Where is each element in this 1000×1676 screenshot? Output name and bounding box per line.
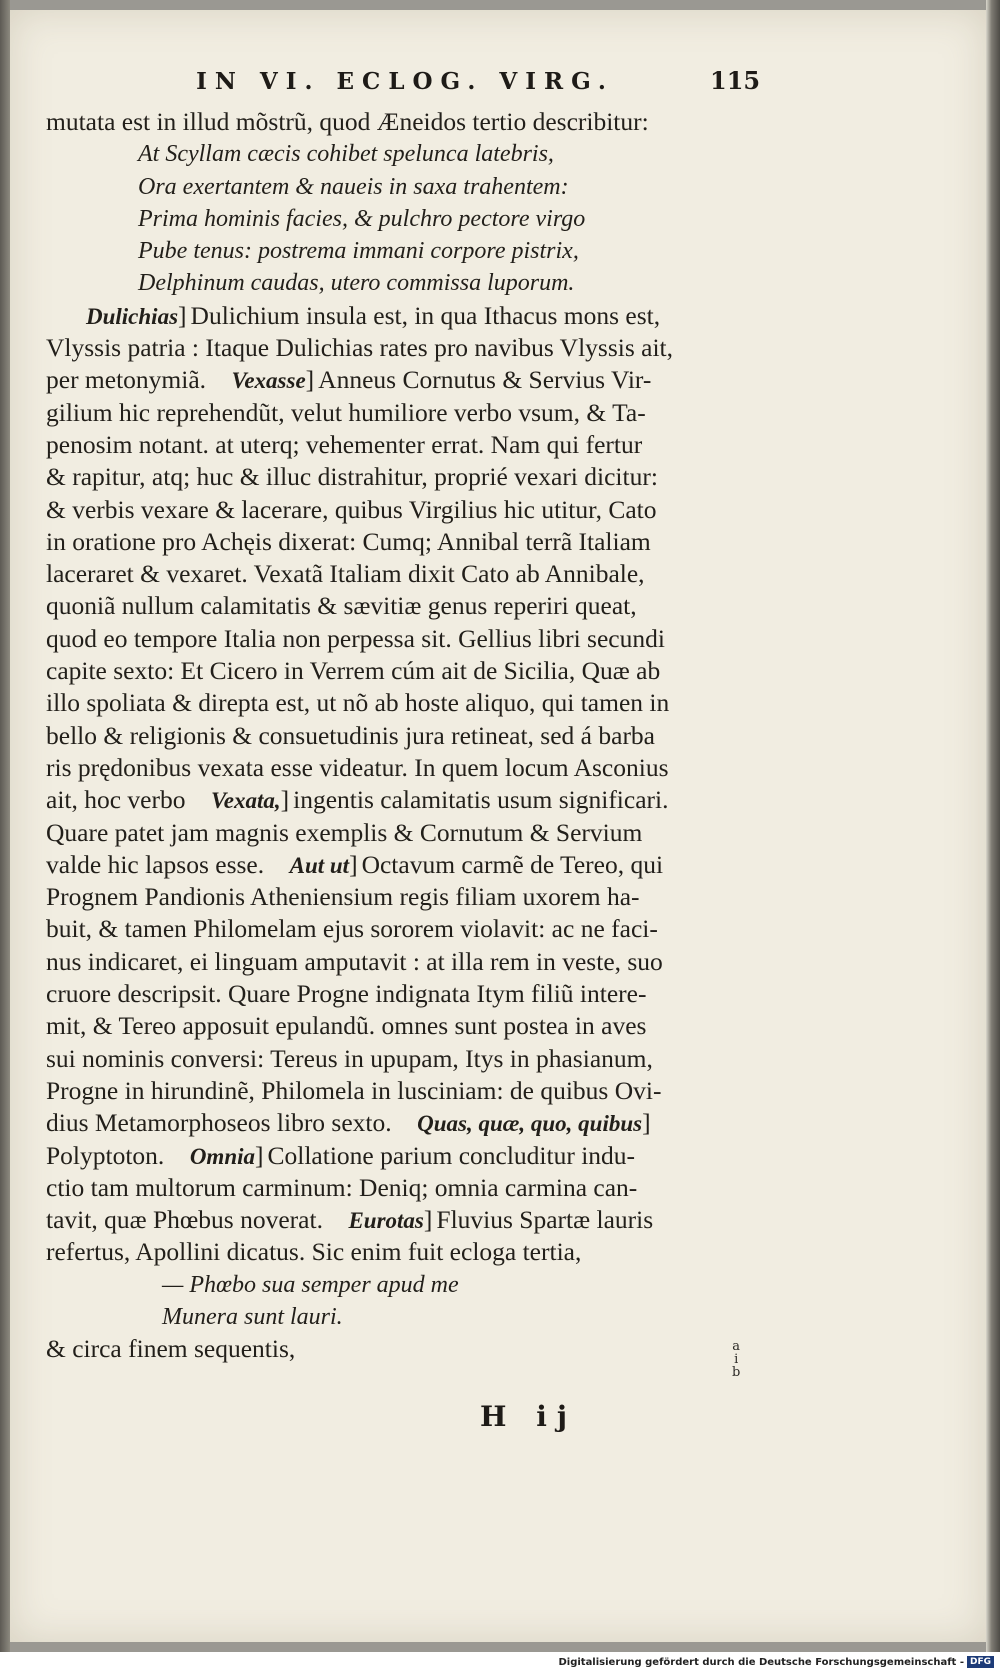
commentary-text: bello & religionis & consuetudinis jura retineat, sed á barba [46, 720, 655, 750]
dfg-logo: DFG [967, 1656, 994, 1668]
commentary-text: per metonymiã. [46, 365, 207, 395]
commentary-text: sui nominis conversi: Tereus in upupam, Itys in phasianum, [46, 1043, 653, 1073]
lemma: Quas, quæ, quo, quibus [417, 1111, 643, 1137]
marginal-note-line: b [732, 1365, 741, 1380]
text-line [46, 1204, 762, 1236]
lemma: Vexata, [211, 788, 281, 814]
commentary-text: valde hic lapsos esse. [46, 849, 265, 879]
commentary-text: & circa finem sequentis, [46, 1334, 296, 1364]
text-line [46, 267, 762, 299]
text-block [46, 106, 762, 1366]
lemma: Dulichias [86, 303, 179, 329]
marginal-note [732, 1340, 740, 1379]
commentary-text: refertus, Apollini dicatus. Sic enim fuit ecloga tertia, [46, 1237, 582, 1267]
verse-text: Delphinum caudas, utero commissa luporum. [138, 270, 575, 297]
verse-text: At Scyllam cæcis cohibet spelunca latebris, [138, 141, 554, 168]
commentary-text: ingentis calamitatis usum significari. [293, 785, 669, 815]
commentary-text: nus indicaret, ei linguam amputavit : at illa rem in veste, suo [46, 946, 663, 976]
text-line [46, 946, 762, 978]
lemma-bracket: ] [255, 1140, 264, 1170]
commentary-text: Progne in hirundinẽ, Philomela in lusciniam: de quibus Ovi- [46, 1075, 662, 1105]
text-line [46, 397, 762, 429]
text-line [46, 784, 762, 816]
marginal-note-line: i [734, 1352, 739, 1367]
text-line [46, 1107, 762, 1139]
text-line [46, 494, 762, 526]
text-line [46, 623, 762, 655]
commentary-text: buit, & tamen Philomelam ejus sororem violavit: ac ne faci- [46, 914, 658, 944]
text-line [46, 364, 762, 396]
lemma: Omnia [189, 1143, 255, 1169]
text-line [46, 1333, 762, 1365]
quote-text: Munera sunt lauri. [162, 1303, 343, 1330]
lemma-bracket: ] [423, 1205, 433, 1235]
text-line [46, 300, 762, 332]
signature-mark: H ij [480, 1400, 577, 1433]
verse-text: Ora exertantem & naueis in saxa trahentem: [138, 173, 569, 200]
commentary-text: cruore descripsit. Quare Progne indignata Itym filiũ intere- [46, 979, 647, 1009]
commentary-text: dius Metamorphoseos libro sexto. [46, 1108, 392, 1138]
commentary-text: & verbis vexare & lacerare, quibus Virgilius hic utitur, Cato [46, 494, 657, 524]
commentary-text: & rapitur, atq; huc & illuc distrahitur, proprié vexari dicitur: [46, 462, 658, 492]
commentary-text: ctio tam multorum carminum: Deniq; omnia carmina can- [46, 1172, 638, 1202]
commentary-text: Anneus Cornutus & Servius Vir- [318, 365, 652, 395]
commentary-text: penosim notant. at uterq; vehementer errat. Nam qui fertur [46, 429, 643, 459]
text-line [46, 1236, 762, 1268]
lemma: Eurotas [348, 1208, 424, 1234]
text-line [46, 590, 762, 622]
running-head: IN VI. ECLOG. VIRG. [196, 68, 614, 95]
lemma-bracket: ] [349, 849, 358, 879]
lemma-bracket: ] [178, 300, 187, 330]
text-line [46, 332, 762, 364]
commentary-text: laceraret & vexaret. Vexatã Italiam dixit Cato ab Annibale, [46, 559, 645, 589]
footer-credit [558, 1656, 994, 1668]
commentary-text: quoniã nullum calamitatis & sævitiæ genus reperiri queat, [46, 591, 637, 621]
footer-bar [0, 1652, 1000, 1676]
commentary-text: tavit, quæ Phœbus noverat. [46, 1205, 323, 1235]
lemma: Vexasse [231, 368, 306, 394]
book-page [10, 10, 986, 1642]
scan-left-edge [0, 0, 10, 1652]
commentary-text: illo spoliata & direpta est, ut nõ ab hoste aliquo, qui tamen in [46, 688, 670, 718]
verse-text: Pube tenus: postrema immani corpore pistrix, [138, 238, 579, 265]
text-line [46, 1269, 762, 1301]
text-line [46, 1301, 762, 1333]
text-line [46, 978, 762, 1010]
commentary-text: Collatione parium concluditur indu- [267, 1140, 636, 1170]
text-line [46, 106, 762, 138]
commentary-text: Fluvius Spartæ lauris [436, 1205, 654, 1235]
lemma-bracket: ] [305, 365, 315, 395]
text-line [46, 720, 762, 752]
text-line [46, 881, 762, 913]
text-line [46, 752, 762, 784]
commentary-text: in oratione pro Achęis dixerat: Cumq; Annibal terrã Italiam [46, 526, 651, 556]
commentary-text: mit, & Tereo apposuit epulandũ. omnes sunt postea in aves [46, 1011, 647, 1041]
commentary-text: Octavum carmẽ de Tereo, qui [361, 849, 664, 879]
lemma-bracket: ] [642, 1108, 651, 1138]
text-line [46, 429, 762, 461]
scan-right-edge [986, 0, 1000, 1652]
text-line [46, 203, 762, 235]
text-line [46, 1140, 762, 1172]
text-line [46, 1172, 762, 1204]
footer-credit-text: Digitalisierung gefördert durch die Deutsche Forschungsgemeinschaft - [558, 1657, 964, 1668]
text-line [46, 913, 762, 945]
text-line [46, 1075, 762, 1107]
text-line [46, 526, 762, 558]
commentary-text: mutata est in illud mõstrũ, quod Æneidos tertio describitur: [46, 107, 649, 136]
verse-text: Prima hominis facies, & pulchro pectore virgo [138, 205, 586, 232]
marginal-note-line: a [732, 1339, 741, 1354]
lemma-bracket: ] [280, 785, 290, 815]
text-line [46, 687, 762, 719]
text-line [46, 849, 762, 881]
text-line [46, 558, 762, 590]
commentary-text: Vlyssis patria : Itaque Dulichias rates pro navibus Vlyssis ait, [46, 333, 674, 363]
commentary-text: quod eo tempore Italia non perpessa sit. Gellius libri secundi [46, 623, 665, 653]
text-line [46, 171, 762, 203]
commentary-text: Quare patet jam magnis exemplis & Cornutum & Servium [46, 817, 643, 847]
commentary-text: capite sexto: Et Cicero in Verrem cúm ait de Sicilia, Quæ ab [46, 656, 661, 686]
text-line [46, 1010, 762, 1042]
commentary-text: gilium hic reprehendũt, velut humiliore verbo vsum, & Ta- [46, 397, 646, 427]
lemma: Aut ut [289, 852, 350, 878]
quote-text: — Phœbo sua semper apud me [162, 1271, 459, 1298]
commentary-text: Polyptoton. [46, 1140, 165, 1170]
text-line [46, 1043, 762, 1075]
text-line [46, 461, 762, 493]
text-line [46, 138, 762, 170]
text-line [46, 655, 762, 687]
text-line [46, 235, 762, 267]
commentary-text: Prognem Pandionis Atheniensium regis filiam uxorem ha- [46, 882, 640, 912]
commentary-text: ait, hoc verbo [46, 785, 186, 815]
page-number: 115 [710, 66, 761, 95]
text-line [46, 817, 762, 849]
commentary-text: Dulichium insula est, in qua Ithacus mons est, [190, 300, 661, 330]
commentary-text: ris prędonibus vexata esse videatur. In quem locum Asconius [46, 752, 669, 782]
